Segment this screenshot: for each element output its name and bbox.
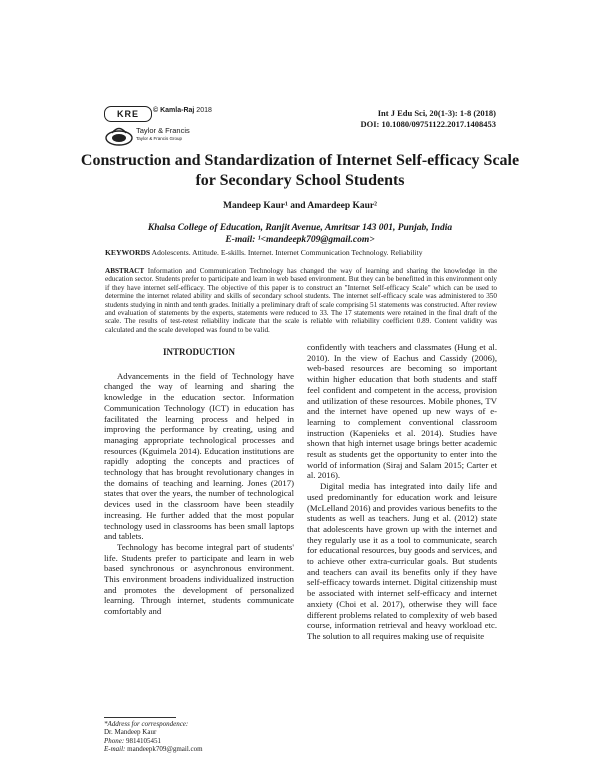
tf-name: Taylor & Francis [136, 126, 190, 135]
footnote-name: Dr. Mandeep Kaur [104, 728, 157, 737]
taylor-francis-name [136, 127, 190, 143]
affiliation-block [80, 222, 520, 246]
kre-name: © Kamla-Raj [153, 107, 195, 114]
footnote-email-row [104, 745, 294, 753]
footnote-divider [104, 717, 176, 718]
kre-logo: KRE [104, 106, 152, 122]
footnote-phone-label: Phone: [104, 736, 125, 745]
footnote-phone-row [104, 737, 294, 745]
footnote-phone: 9814105451 [125, 736, 161, 745]
right-paragraph-2: Digital media has integrated into daily life and used predominantly for education work and leisure (McLelland 2016) and provides various benefits to the students as well as teachers. Jung et al. (2012) state that adolescents have grown up with the internet and they regularly use it as a tool to communicate, search for educational resources, buy goods and services, and to achieve other extra-curricular goals. But students and teachers can avail its benefits only if they have self-efficacy towards internet. Digital citizenship must be associated with internet self-efficacy and internet anxiety (Choi et al. 2017), otherwise they will face different problems related to complexity of web based course, information retrieval and heavy workload etc. The solution to all requires making use of requisite [307, 481, 497, 641]
title-line-2: for Secondary School Students [195, 172, 405, 189]
footnote-email-label: E-mail: [104, 744, 126, 753]
left-paragraph-1: Advancements in the field of Technology have changed the way of learning and sharing the knowledge in the education sector. Information Communication Technology (ICT) in education has facilitated the learning process and helped in improving the performance by creating, using and managing appropriate technological processes and resources (Kguimela 2014). Education institutions are rapidly adopting the concepts and practices of technology that has brought revolutionary changes in the domains of teaching and learning. Jones (2017) states that over the years, the number of technological devices used in the classroom have been steadily increasing. He further added that the most popular technology used in classrooms has been small laptops and tablets. [104, 370, 294, 542]
taylor-francis-logo-icon [104, 124, 134, 146]
abstract [105, 267, 497, 334]
keywords-label: KEYWORDS [105, 248, 151, 257]
tf-subtitle: Taylor & Francis Group [136, 136, 183, 141]
abstract-label: ABSTRACT [105, 267, 145, 275]
footnote-header: *Address for correspondence: [104, 720, 189, 728]
footnote-email: mandeepk709@gmail.com [127, 744, 203, 753]
left-paragraph-2: Technology has become integral part of students' life. Students prefer to participate and learn in web based synchronous or asynchronous environment. This environment broadens individualized instruction and promotes the development of personalized learning. Through internet, students communicate comfortably and [104, 541, 294, 617]
kre-year: 2018 [196, 107, 212, 114]
journal-doi: DOI: 10.1080/09751122.2017.1408453 [360, 118, 496, 129]
right-column [307, 342, 497, 642]
journal-citation [360, 108, 496, 129]
keywords [105, 248, 505, 257]
kre-copyright [153, 107, 212, 114]
authors: Mandeep Kaur¹ and Amardeep Kaur² [222, 201, 377, 211]
section-heading-introduction: INTRODUCTION [162, 347, 235, 357]
title-line-1: Construction and Standardization of Internet Self-efficacy Scale [80, 152, 520, 169]
abstract-text: Information and Communication Technology has changed the way of learning and sharing the knowledge in the education sector. Students prefer to participate and learn in web based environment. But they can be benefitted in this environment only if they have internet self-efficacy. The objective of this paper is to construct an "Internet Self-efficacy Scale" which can be used to determine the internet related ability and skills of secondary school students. The internet self-efficacy scale was administered to 350 students studying in ninth and tenth grades. Initially a preliminary draft of scale comprising 51 statements was constructed. After review and evaluation of statements by the experts, statements were reduced to 33. The 17 statements were retained in the final draft of the scale. The results of test-retest reliability indicate that the scale is reliable with reliability coefficient 0.89. Content validity was calculated and the scale developed was found to be valid. [105, 267, 498, 334]
correspondence-footnote [104, 720, 294, 753]
left-column [104, 342, 294, 617]
right-paragraph-1: confidently with teachers and classmates (Hung et al. 2010). In the view of Eachus and Cassidy (2006), web-based resources are becoming so important within higher education that both students and staff feel confident and competent in the access, provision and utilization of these resources. Mobile phones, TV and the internet have opened up new ways of e-learning to complement conventional classroom instruction (Kapenieks et al. 2014). Studies have shown that high internet usage brings better academic result as students get the opportunity to enter into the world of information (Siraj and Salam 2015; Carter et al. 2016). [307, 342, 497, 481]
journal-issue: Int J Edu Sci, 20(1-3): 1-8 (2018) [377, 108, 496, 118]
paper-title [80, 151, 520, 191]
affiliation: Khalsa College of Education, Ranjit Avenue, Amritsar 143 001, Punjab, India [147, 223, 453, 233]
keywords-text: Adolescents. Attitude. E-skills. Internet. Internet Communication Technology. Reliability [151, 248, 423, 257]
author-email: E-mail: ¹<mandeepk709@gmail.com> [225, 235, 375, 245]
